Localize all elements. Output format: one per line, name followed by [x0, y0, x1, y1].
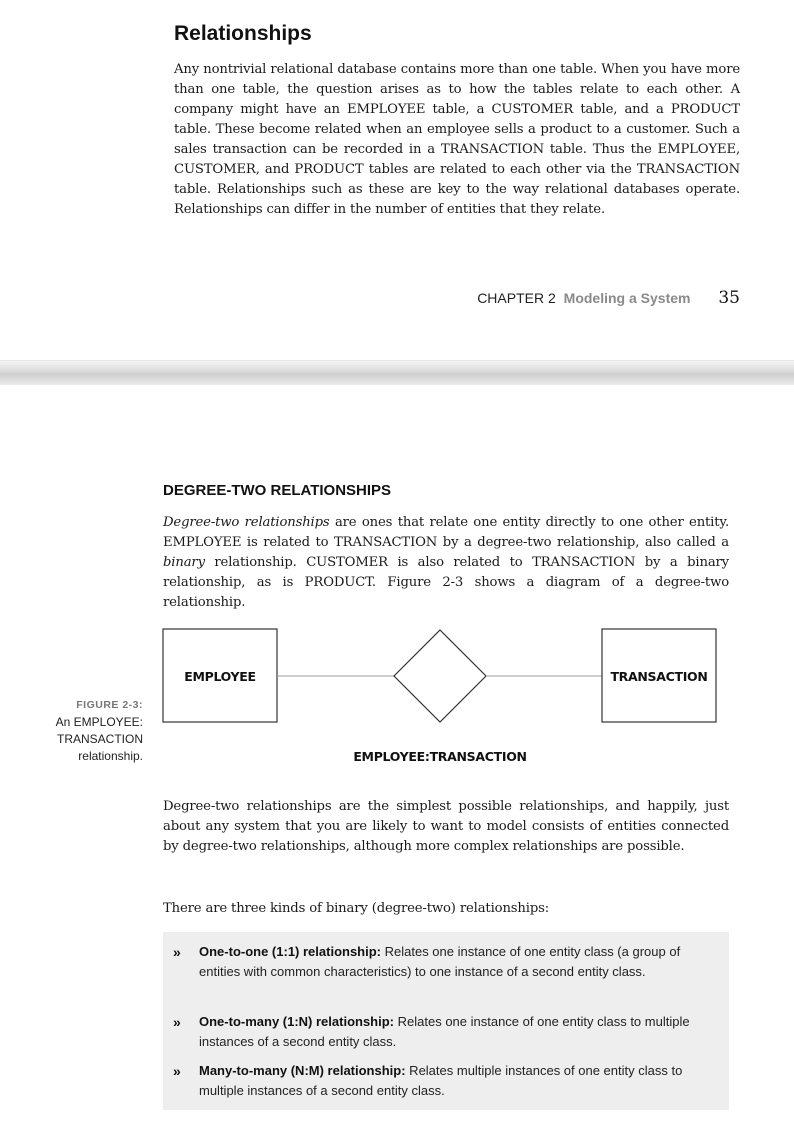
intro-emphasis: Degree-two relationships — [163, 515, 330, 530]
caption-line-1: An EMPLOYEE: — [55, 715, 143, 729]
kinds-intro: There are three kinds of binary (degree-two) relationships: — [163, 901, 550, 916]
bullet-chevron-icon: » — [173, 1014, 181, 1030]
list-item — [173, 942, 693, 982]
caption-line-2: TRANSACTION — [56, 732, 143, 746]
page-number: 35 — [718, 288, 740, 308]
bullet-desc: Relates multiple instances of one entity class to multiple instances of a second entity class. — [199, 1063, 683, 1098]
relationships-paragraph: Any nontrivial relational database contains more than one table. When you have more than one table, the question arises as to how the tables relate to each other. A company might have an EMPLOYEE table, a CUSTOMER table, and a PRODUCT table. These become related when an employee sells a product to a customer. Such a sales transaction can be recorded in a TRANSACTION table. Thus the EMPLOYEE, CUSTOMER, and PRODUCT tables are related to each other via the TRANSACTION table. Relationships such as these are key to the way relational databases operate. Relationships can differ in the number of entities that they relate. — [174, 62, 740, 217]
bullet-desc: Relates one instance of one entity class (a group of entities with common characteristics) to one instance of a second entity class. — [199, 944, 681, 979]
bullet-desc: Relates one instance of one entity class to multiple instances of a second entity class. — [199, 1014, 690, 1049]
bullet-term: One-to-many (1:N) relationship: — [199, 1014, 395, 1029]
bullet-chevron-icon: » — [173, 1063, 181, 1079]
relationship-diamond — [394, 630, 486, 722]
chapter-label: CHAPTER 2 — [477, 290, 556, 306]
degree-two-heading: DEGREE-TWO RELATIONSHIPS — [163, 482, 392, 499]
chapter-section-name: Modeling a System — [563, 290, 691, 306]
list-item — [173, 1061, 693, 1101]
degree-two-intro — [163, 513, 729, 613]
section-title: Relationships — [174, 22, 312, 45]
bullet-term: One-to-one (1:1) relationship: — [199, 944, 381, 959]
bullet-chevron-icon: » — [173, 944, 181, 960]
relationship-kinds-list — [163, 932, 729, 1110]
caption-line-3: relationship. — [78, 749, 143, 763]
intro-emphasis-binary: binary — [163, 555, 205, 570]
page-footer — [420, 288, 740, 308]
page-divider — [0, 360, 794, 385]
relationship-label: EMPLOYEE:TRANSACTION — [353, 749, 527, 764]
bullet-term: Many-to-many (N:M) relationship: — [199, 1063, 406, 1078]
intro-text-2: relationship. CUSTOMER is also related to TRANSACTION by a binary relationship, as is PRODUCT. Figure 2-3 shows a diagram of a degree-two relationship. — [163, 555, 729, 610]
list-item — [173, 1012, 693, 1052]
after-figure-paragraph: Degree-two relationships are the simplest possible relationships, and happily, just about any system that you are likely to want to model consists of entities connected by degree-two relationships, although more complex relationships are possible. — [163, 799, 729, 854]
figure-number: FIGURE 2-3: — [76, 699, 143, 711]
er-diagram — [0, 620, 794, 770]
intro-text-1: are ones that relate one entity directly to one other entity. EMPLOYEE is related to TRANSACTION by a degree-two relationship, also called a — [163, 515, 729, 550]
employee-entity-label: EMPLOYEE — [184, 669, 256, 684]
transaction-entity-label: TRANSACTION — [610, 669, 708, 684]
